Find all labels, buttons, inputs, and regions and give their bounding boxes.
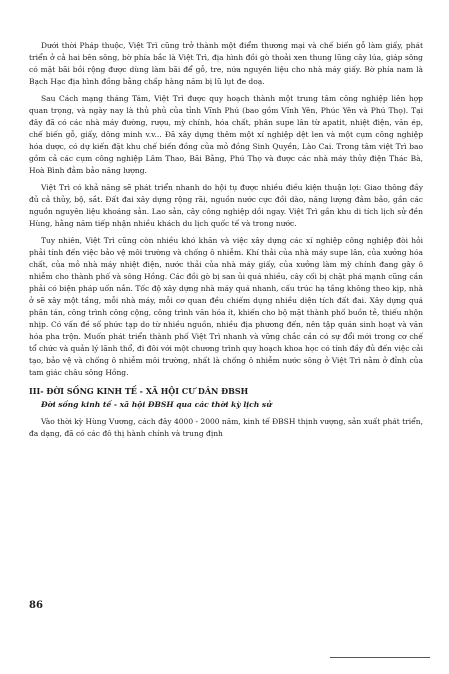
paragraph-kho-khan: Tuy nhiên, Việt Trì cũng còn nhiều khó khăn và việc xây dựng các xí nghiệp công nghiệp đòi hỏi phải tính đến việc bảo vệ môi trường và chống ô nhiễm. Khí thải của nhà máy supe lân, của xưởng hóa chất, của mỏ nhà máy nhiệt điện, nước thải của nhà máy giấy, của xưởng làm mỳ chính đang gây ô nhiễm cho thành phố và sông Hồng. Các đồi gò bị san ủi quá nhiều, cây cối bị chặt phá mạnh cũng cần phải có biện pháp uốn nắn. Tốc độ xây dựng nhà máy quá nhanh, cấu trúc hạ tầng không theo kịp, nhà ở sẽ xây một tầng, mỗi nhà máy, mỗi cơ quan đều chiếm dụng nhiều diện tích đất đai. Xây dựng quá phân tán, công trình công cộng, công trình văn hóa ít, khiến cho bộ mặt thành phố buồn tẻ, thiếu nhộn nhịp. Có vấn đề số phức tạp do từ nhiều nguồn, nhiều địa phương đến, nên tập quán sinh hoạt và văn hóa pha trộn. Muốn phát triển thành phố Việt Trì nhanh và vững chắc cần có sự đổi mới trong cơ chế tổ chức và quản lý lãnh thổ, đi đôi với một chương trình quy hoạch khoa học có tính đầy đủ đến việc cải tạo, bảo vệ và chống ô nhiễm môi trường, nhất là chống ô nhiễm nước sông ở Việt Trì nằm ở đỉnh của tam giác châu sông Hồng.	[29, 236, 423, 377]
section-subheading: Đời sống kinh tế - xã hội ĐBSH qua các thời kỳ lịch sử	[41, 400, 272, 409]
section-heading: III- ĐỜI SỐNG KINH TẾ - XÃ HỘI CƯ DÂN ĐBSH	[29, 386, 249, 396]
page-body	[29, 40, 423, 445]
paragraph-thuan-loi: Việt Trì có khả năng sẽ phát triển nhanh do hội tụ được nhiều điều kiện thuận lợi: Giao thông đầy đủ cả thủy, bộ, sắt. Đất đai xây dựng rộng rãi, nguồn nước cực đồi dào, năng lượng đảm bảo, gần các nguồn nguyên liệu khoáng sản. Lao sản, cây công nghiệp dồi ngay. Việt Trì gần khu di tích lịch sử đền Hùng, hằng năm tiếp nhận nhiều khách du lịch quốc tế và trong nước.	[29, 183, 423, 228]
page-number: 86	[29, 600, 43, 611]
paragraph-phap-thuoc: Dưới thời Pháp thuộc, Việt Trì cũng trở thành một điểm thương mại và chế biến gỗ làm giấy, phát triển ở cả hai bên sông, bờ phía bắc là Việt Trì, địa hình đồi gò thoải xen thung lũng cây lúa, giáp sông có mặt bãi bồi rộng được dùng làm bãi để gỗ, tre, nứa nguyên liệu cho nhà máy giấy. Bờ phía nam là Bạch Hạc địa hình đồng bằng chấp hàng năm bị lũ lụt đe doạ.	[29, 41, 423, 86]
footer-rule	[330, 657, 430, 658]
paragraph-cach-mang: Sau Cách mạng tháng Tám, Việt Trì được quy hoạch thành một trung tâm công nghiệp liên hợp quan trọng, và ngày nay là thủ phủ của tỉnh Vĩnh Phú (bao gồm Vĩnh Yên, Phúc Yên và Phú Thọ). Tại đây đã có các nhà máy đường, rượu, mỳ chính, hóa chất, phân supe lân từ apatit, nhiệt điện, văn ép, chế biến gỗ, giấy, dông minh v.v... Đã xây dựng thêm một xí nghiệp dệt len và một cụm công nghiệp hóa dược, có dự kiến đặt khu chế biến đồng của mỏ đồng Sinh Quyền, Lào Cai. Trong tâm việt Trì bao gồm cả các cụm công nghiệp Lâm Thao, Bãi Bằng, Phú Thọ và được các nhà máy thủy điện Thác Bà, Hoà Bình đảm bảo năng lượng.	[29, 94, 423, 175]
paragraph-hung-vuong: Vào thời kỳ Hùng Vương, cách đây 4000 - 2000 năm, kinh tế ĐBSH thịnh vượng, sản xuất phát triển, đa dạng, đã có các đô thị hành chính và trung định	[29, 417, 423, 438]
